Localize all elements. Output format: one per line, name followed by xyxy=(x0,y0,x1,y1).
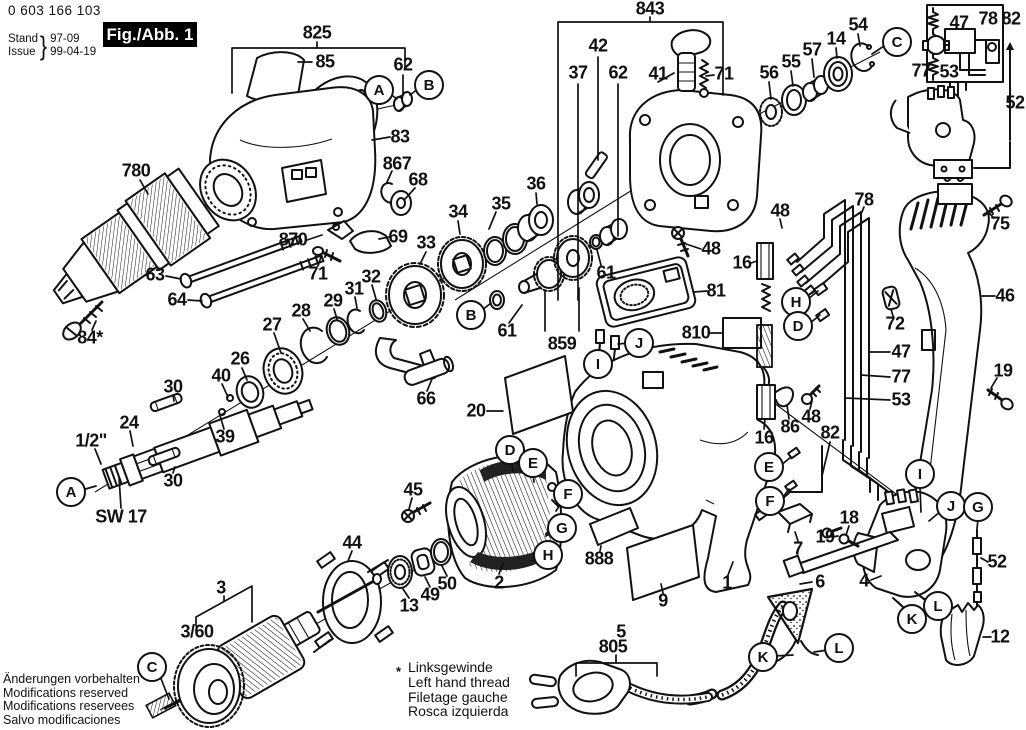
part-label-54: 54 xyxy=(848,14,868,35)
part-label-19: 19 xyxy=(815,526,835,547)
part-label-82: 82 xyxy=(1001,8,1021,29)
sticker-20 xyxy=(505,356,573,434)
callout-letter-i: I xyxy=(905,459,935,489)
part-label-810: 810 xyxy=(681,322,711,343)
part-label-50: 50 xyxy=(437,573,457,594)
gear-34 xyxy=(438,237,486,291)
part-label-40: 40 xyxy=(211,365,231,386)
callout-letter-a: A xyxy=(56,477,86,507)
callout-letter-g: G xyxy=(547,513,577,543)
intermediate-housing xyxy=(630,90,761,231)
chuck-780 xyxy=(35,165,221,328)
callout-letter-b: B xyxy=(414,70,444,100)
part-label-48: 48 xyxy=(801,406,821,427)
screw-45 xyxy=(402,503,430,522)
part-label-4: 4 xyxy=(859,570,869,591)
switch-detail-inset xyxy=(891,86,975,204)
part-label-71: 71 xyxy=(714,63,734,84)
part-label-5: 5 xyxy=(616,621,626,642)
plug-805 xyxy=(529,661,708,714)
shift-fork-66 xyxy=(376,338,455,387)
part-label-37: 37 xyxy=(568,62,588,83)
part-label-805: 805 xyxy=(598,636,628,657)
part-label-77: 77 xyxy=(911,60,931,81)
part-label-30: 30 xyxy=(163,470,183,491)
issue-value: 99-04-19 xyxy=(50,46,97,58)
part-label-41: 41 xyxy=(648,63,668,84)
part-label-52: 52 xyxy=(987,551,1007,572)
callout-letter-d: D xyxy=(783,311,813,341)
part-label-39: 39 xyxy=(215,426,235,447)
callout-letter-g: G xyxy=(963,492,993,522)
part-label-42: 42 xyxy=(588,35,608,56)
stand-value: 97-09 xyxy=(50,33,80,45)
stand-issue-block xyxy=(8,30,97,61)
part-label-843: 843 xyxy=(635,0,665,19)
armature-3 xyxy=(146,574,381,727)
part-label-75: 75 xyxy=(990,213,1010,234)
part-label-870: 870 xyxy=(278,229,308,250)
callout-letter-j: J xyxy=(624,328,654,358)
part-label-52: 52 xyxy=(1005,92,1025,113)
part-label-36: 36 xyxy=(526,173,546,194)
footnote-line: Modifications reserved xyxy=(3,685,129,700)
part-label-12: 12 xyxy=(990,626,1010,647)
part-label-31: 31 xyxy=(344,278,364,299)
document-part-number: 0 603 166 103 xyxy=(8,3,101,18)
part-label-68: 68 xyxy=(408,169,428,190)
figure-label-badge: Fig./Abb. 1 xyxy=(103,22,197,47)
part-label-33: 33 xyxy=(416,232,436,253)
part-label-780: 780 xyxy=(121,160,151,181)
gear-33 xyxy=(386,263,444,327)
part-label-12: 1/2" xyxy=(75,430,107,451)
part-label-13: 13 xyxy=(399,595,419,616)
part-label-64: 64 xyxy=(167,289,187,310)
part-label-3: 3 xyxy=(216,577,226,598)
callout-letter-l: L xyxy=(923,591,953,621)
roll-pin xyxy=(585,151,608,179)
part-label-66: 66 xyxy=(416,388,436,409)
callout-letter-d: D xyxy=(495,435,525,465)
part-label-78: 78 xyxy=(854,189,874,210)
part-label-6: 6 xyxy=(815,571,825,592)
callout-letter-e: E xyxy=(754,452,784,482)
part-label-44: 44 xyxy=(342,532,362,553)
part-label-86: 86 xyxy=(780,416,800,437)
thread-note-line: Filetage gauche xyxy=(408,688,508,705)
ring-61-bottom xyxy=(490,291,504,309)
callout-letter-h: H xyxy=(781,287,811,317)
brush-holder-16-lower xyxy=(757,385,775,419)
lever-69 xyxy=(350,231,391,253)
callout-letter-k: K xyxy=(748,642,778,672)
part-label-62: 62 xyxy=(393,54,413,75)
part-label-72: 72 xyxy=(885,313,905,334)
part-label-16: 16 xyxy=(732,252,752,273)
part-label-55: 55 xyxy=(781,51,801,72)
callout-letter-l: L xyxy=(824,633,854,663)
footnote-line: Salvo modificaciones xyxy=(3,712,121,727)
wire-52-right xyxy=(973,530,981,606)
part-label-45: 45 xyxy=(403,479,423,500)
part-label-360: 3/60 xyxy=(180,621,214,642)
thread-note-line: Left hand thread xyxy=(408,673,510,690)
callout-letter-i: I xyxy=(583,349,613,379)
part-label-47: 47 xyxy=(891,341,911,362)
callout-letter-j: J xyxy=(936,491,966,521)
screw-48-mid xyxy=(802,386,820,404)
part-label-34: 34 xyxy=(448,201,468,222)
fan-guard-44 xyxy=(314,552,393,652)
part-label-84: 84* xyxy=(77,327,103,348)
part-label-19: 19 xyxy=(993,360,1013,381)
part-label-867: 867 xyxy=(382,153,412,174)
callout-letter-h: H xyxy=(533,540,563,570)
part-label-35: 35 xyxy=(491,193,511,214)
part-label-69: 69 xyxy=(388,226,408,247)
part-label-56: 56 xyxy=(759,62,779,83)
part-label-sw17: SW 17 xyxy=(95,506,147,527)
part-label-32: 32 xyxy=(361,266,381,287)
nut-36 xyxy=(518,205,553,241)
callout-letter-b: B xyxy=(456,300,486,330)
stand-issue-brace: } xyxy=(39,30,48,61)
thread-note-line: Rosca izquierda xyxy=(408,703,509,720)
sticker-9 xyxy=(627,525,699,600)
part-label-78: 78 xyxy=(978,8,998,29)
part-label-63: 63 xyxy=(145,264,165,285)
thread-note-line: Linksgewinde xyxy=(408,659,493,675)
part-label-14: 14 xyxy=(826,28,846,49)
part-label-61: 61 xyxy=(497,320,517,341)
thread-note xyxy=(408,660,510,719)
part-label-53: 53 xyxy=(891,389,911,410)
callout-letter-f: F xyxy=(553,479,583,509)
bearing-13 xyxy=(388,556,412,588)
part-label-57: 57 xyxy=(802,39,822,60)
part-label-27: 27 xyxy=(262,314,282,335)
part-label-61: 61 xyxy=(596,262,616,283)
part-label-53: 53 xyxy=(939,61,959,82)
box-810 xyxy=(723,318,761,348)
part-label-46: 46 xyxy=(995,285,1015,306)
footnote-line: Änderungen vorbehalten xyxy=(3,672,140,686)
brush-pigtail-86 xyxy=(776,387,793,406)
part-label-888: 888 xyxy=(584,548,614,569)
callout-letter-a: A xyxy=(364,75,394,105)
revision-footnote xyxy=(3,673,140,727)
part-label-47: 47 xyxy=(949,12,969,33)
part-label-48: 48 xyxy=(701,238,721,259)
part-label-81: 81 xyxy=(706,280,726,301)
part-label-85: 85 xyxy=(315,51,335,72)
ring-50 xyxy=(431,539,451,565)
cluster-gear-859 xyxy=(519,236,592,293)
part-label-16: 16 xyxy=(754,427,774,448)
part-label-28: 28 xyxy=(291,300,311,321)
issue-label: Issue xyxy=(8,46,36,58)
part-label-20: 20 xyxy=(466,400,486,421)
grommet-72 xyxy=(882,286,901,311)
callout-letter-f: F xyxy=(755,486,785,516)
part-label-825: 825 xyxy=(302,22,332,43)
part-label-29: 29 xyxy=(323,290,343,311)
part-label-62: 62 xyxy=(608,62,628,83)
part-label-77: 77 xyxy=(891,366,911,387)
part-label-48: 48 xyxy=(770,200,790,221)
part-label-7: 7 xyxy=(793,538,803,559)
callout-letter-e: E xyxy=(518,448,548,478)
part-label-2: 2 xyxy=(494,572,504,593)
part-label-83: 83 xyxy=(390,126,410,147)
stand-label: Stand xyxy=(8,33,39,45)
footnote-line: Modifications reservees xyxy=(3,699,135,713)
part-label-82: 82 xyxy=(820,422,840,443)
part-label-26: 26 xyxy=(230,348,250,369)
bushing-61-top xyxy=(590,219,627,249)
callout-letter-c: C xyxy=(882,27,912,57)
part-label-30: 30 xyxy=(163,376,183,397)
part-label-859: 859 xyxy=(547,333,577,354)
part-label-18: 18 xyxy=(839,507,859,528)
callout-letter-k: K xyxy=(897,604,927,634)
thread-note-marker: * xyxy=(396,664,402,679)
part-label-9: 9 xyxy=(658,590,668,611)
flanged-nut xyxy=(568,182,599,214)
part-label-71: 71 xyxy=(308,263,328,284)
callout-letter-c: C xyxy=(137,652,167,682)
spring-71 xyxy=(700,60,708,97)
part-label-1: 1 xyxy=(722,572,732,593)
screw-19-handle xyxy=(988,389,1015,412)
part-label-24: 24 xyxy=(119,412,139,433)
screw-48-top xyxy=(672,227,688,256)
part-label-49: 49 xyxy=(420,584,440,605)
